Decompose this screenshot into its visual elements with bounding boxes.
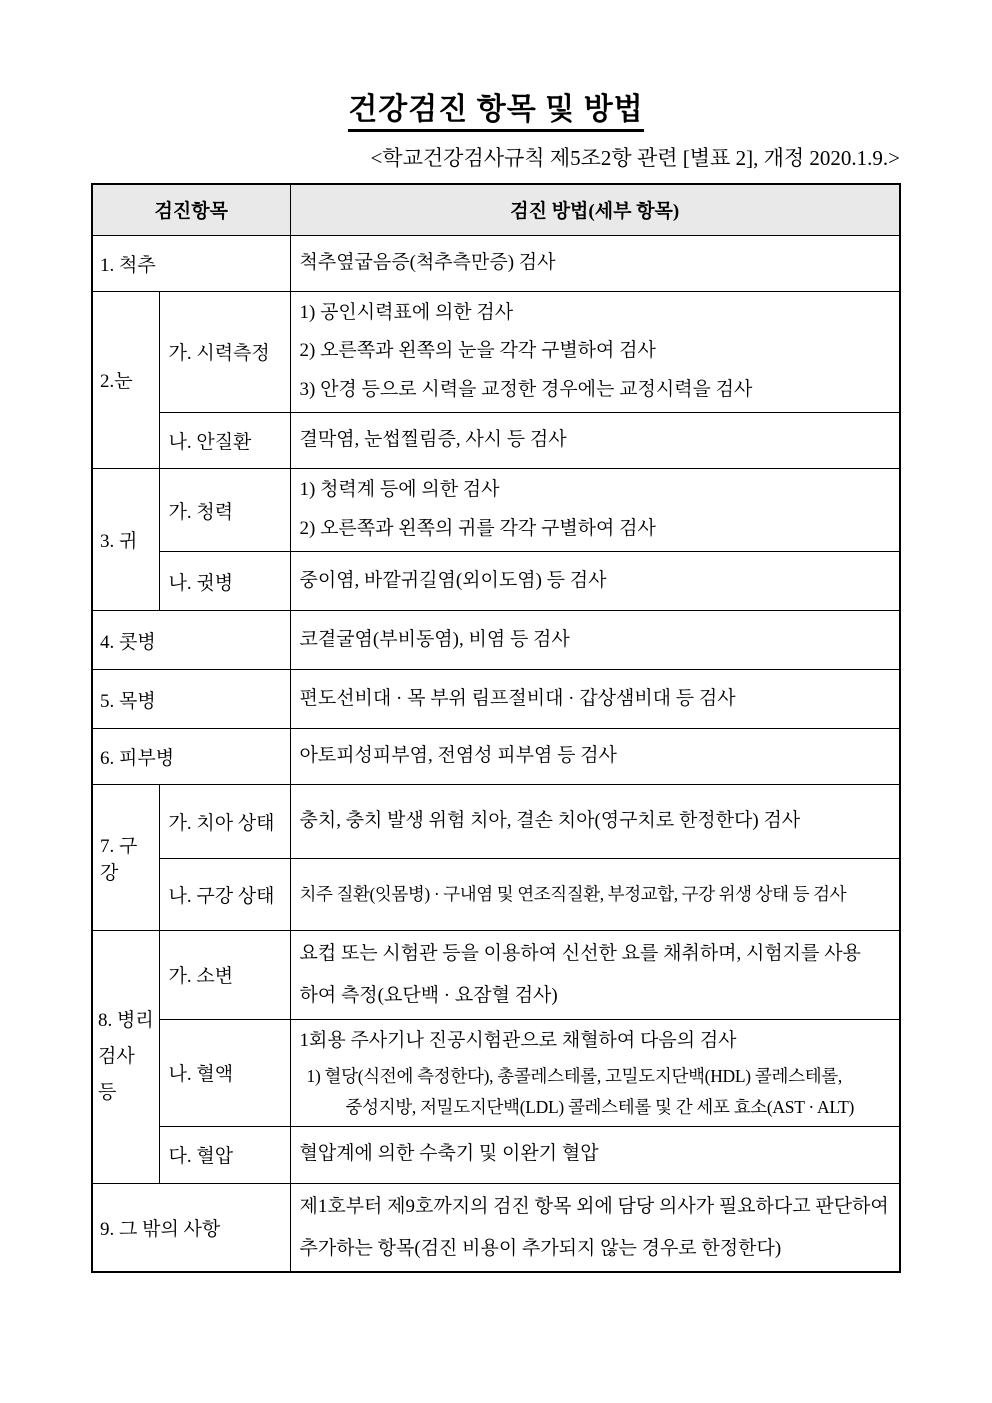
method-cell-blood [290,1019,900,1126]
sub-item-cell-vision: 가. 시력측정 [160,291,290,413]
method-cell-eye-disease [290,413,900,469]
method-line: 결막염, 눈썹찔림증, 사시 등 검사 [299,429,567,451]
table-row-ears-disease [92,552,900,611]
page-title-text: 건강검진 항목 및 방법 [348,93,643,132]
method-line: 3) 안경 등으로 시력을 교정한 경우에는 교정시력을 검사 [299,379,753,401]
table-header-row [92,184,900,235]
method-cell-hearing [290,469,900,552]
method-line: 추가하는 항목(검진 비용이 추가되지 않는 경우로 한정한다) [299,1237,782,1259]
table-row-nose [92,611,900,670]
item-cell-oral: 7. 구강 [92,785,160,931]
method-line: 척추옆굽음증(척추측만증) 검사 [299,251,556,273]
table-row-oral-state [92,859,900,931]
method-line: 2) 오른쪽과 왼쪽의 눈을 각각 구별하여 검사 [299,340,656,362]
item-cell-nose: 4. 콧병 [92,611,290,670]
item-cell-eyes: 2.눈 [92,291,160,469]
method-line: 1) 청력계 등에 의한 검사 [299,479,500,501]
table-row-eyes-vision [92,291,900,413]
table-row-spine [92,235,900,291]
method-line: 1) 공인시력표에 의한 검사 [299,301,514,323]
table-row-pathology-blood-pressure [92,1126,900,1183]
table-row-throat [92,670,900,729]
method-line: 편도선비대 · 목 부위 림프절비대 · 갑상샘비대 등 검사 [299,687,736,709]
item-cell-ears: 3. 귀 [92,469,160,611]
method-line: 치주 질환(잇몸병) · 구내염 및 연조직질환, 부정교합, 구강 위생 상태 등 검사 [299,883,847,904]
item-cell-skin: 6. 피부병 [92,729,290,785]
method-line: 요컵 또는 시험관 등을 이용하여 신선한 요를 채취하며, 시험지를 사용 [299,943,861,965]
method-cell-skin [290,729,900,785]
item-cell-pathology: 8. 병리검사 등 [92,931,160,1184]
page-title [0,84,992,128]
method-cell-vision [290,291,900,413]
method-cell-spine [290,235,900,291]
table-row-pathology-blood [92,1019,900,1126]
header-exam-item: 검진항목 [92,184,290,235]
method-cell-throat [290,670,900,729]
method-line: 제1호부터 제9호까지의 검진 항목 외에 담당 의사가 필요하다고 판단하여 [299,1195,889,1217]
method-line: 충치, 충치 발생 위험 치아, 결손 치아(영구치로 한정한다) 검사 [299,810,801,832]
table-row-ears-hearing [92,469,900,552]
item-cell-spine: 1. 척추 [92,235,290,291]
sub-item-cell-eye-disease: 나. 안질환 [160,413,290,469]
method-cell-urine [290,931,900,1020]
health-exam-table [91,183,901,1273]
sub-item-cell-teeth: 가. 치아 상태 [160,785,290,859]
method-cell-oral-state [290,859,900,931]
table-row-pathology-urine [92,931,900,1020]
table-row-skin [92,729,900,785]
sub-item-cell-ear-disease: 나. 귓병 [160,552,290,611]
method-cell-teeth [290,785,900,859]
sub-item-cell-urine: 가. 소변 [160,931,290,1020]
method-line: 하여 측정(요단백 · 요잠혈 검사) [299,984,558,1006]
method-line: 1) 혈당(식전에 측정한다), 총콜레스테롤, 고밀도지단백(HDL) 콜레스테롤, [306,1065,842,1086]
method-line: 혈압계에 의한 수축기 및 이완기 혈압 [299,1143,599,1165]
table-row-other [92,1183,900,1272]
method-line: 중성지방, 저밀도지단백(LDL) 콜레스테롤 및 간 세포 효소(AST · ALT) [345,1097,855,1118]
table-row-oral-teeth [92,785,900,859]
item-cell-throat: 5. 목병 [92,670,290,729]
method-cell-nose [290,611,900,670]
sub-item-cell-blood-pressure: 다. 혈압 [160,1126,290,1183]
header-exam-method: 검진 방법(세부 항목) [290,184,900,235]
method-line: 중이염, 바깥귀길염(외이도염) 등 검사 [299,569,607,591]
method-line: 아토피성피부염, 전염성 피부염 등 검사 [299,745,617,767]
method-line: 2) 오른쪽과 왼쪽의 귀를 각각 구별하여 검사 [299,518,656,540]
method-line: 1회용 주사기나 진공시험관으로 채혈하여 다음의 검사 [299,1029,737,1051]
method-line: 코곁굴염(부비동염), 비염 등 검사 [299,628,570,650]
method-cell-ear-disease [290,552,900,611]
sub-item-cell-oral-state: 나. 구강 상태 [160,859,290,931]
item-cell-other: 9. 그 밖의 사항 [92,1183,290,1272]
table-row-eyes-disease [92,413,900,469]
sub-item-cell-blood: 나. 혈액 [160,1019,290,1126]
method-cell-blood-pressure [290,1126,900,1183]
page-subtitle: <학교건강검사규칙 제5조2항 관련 [별표 2], 개정 2020.1.9.> [370,146,900,170]
method-cell-other [290,1183,900,1272]
sub-item-cell-hearing: 가. 청력 [160,469,290,552]
